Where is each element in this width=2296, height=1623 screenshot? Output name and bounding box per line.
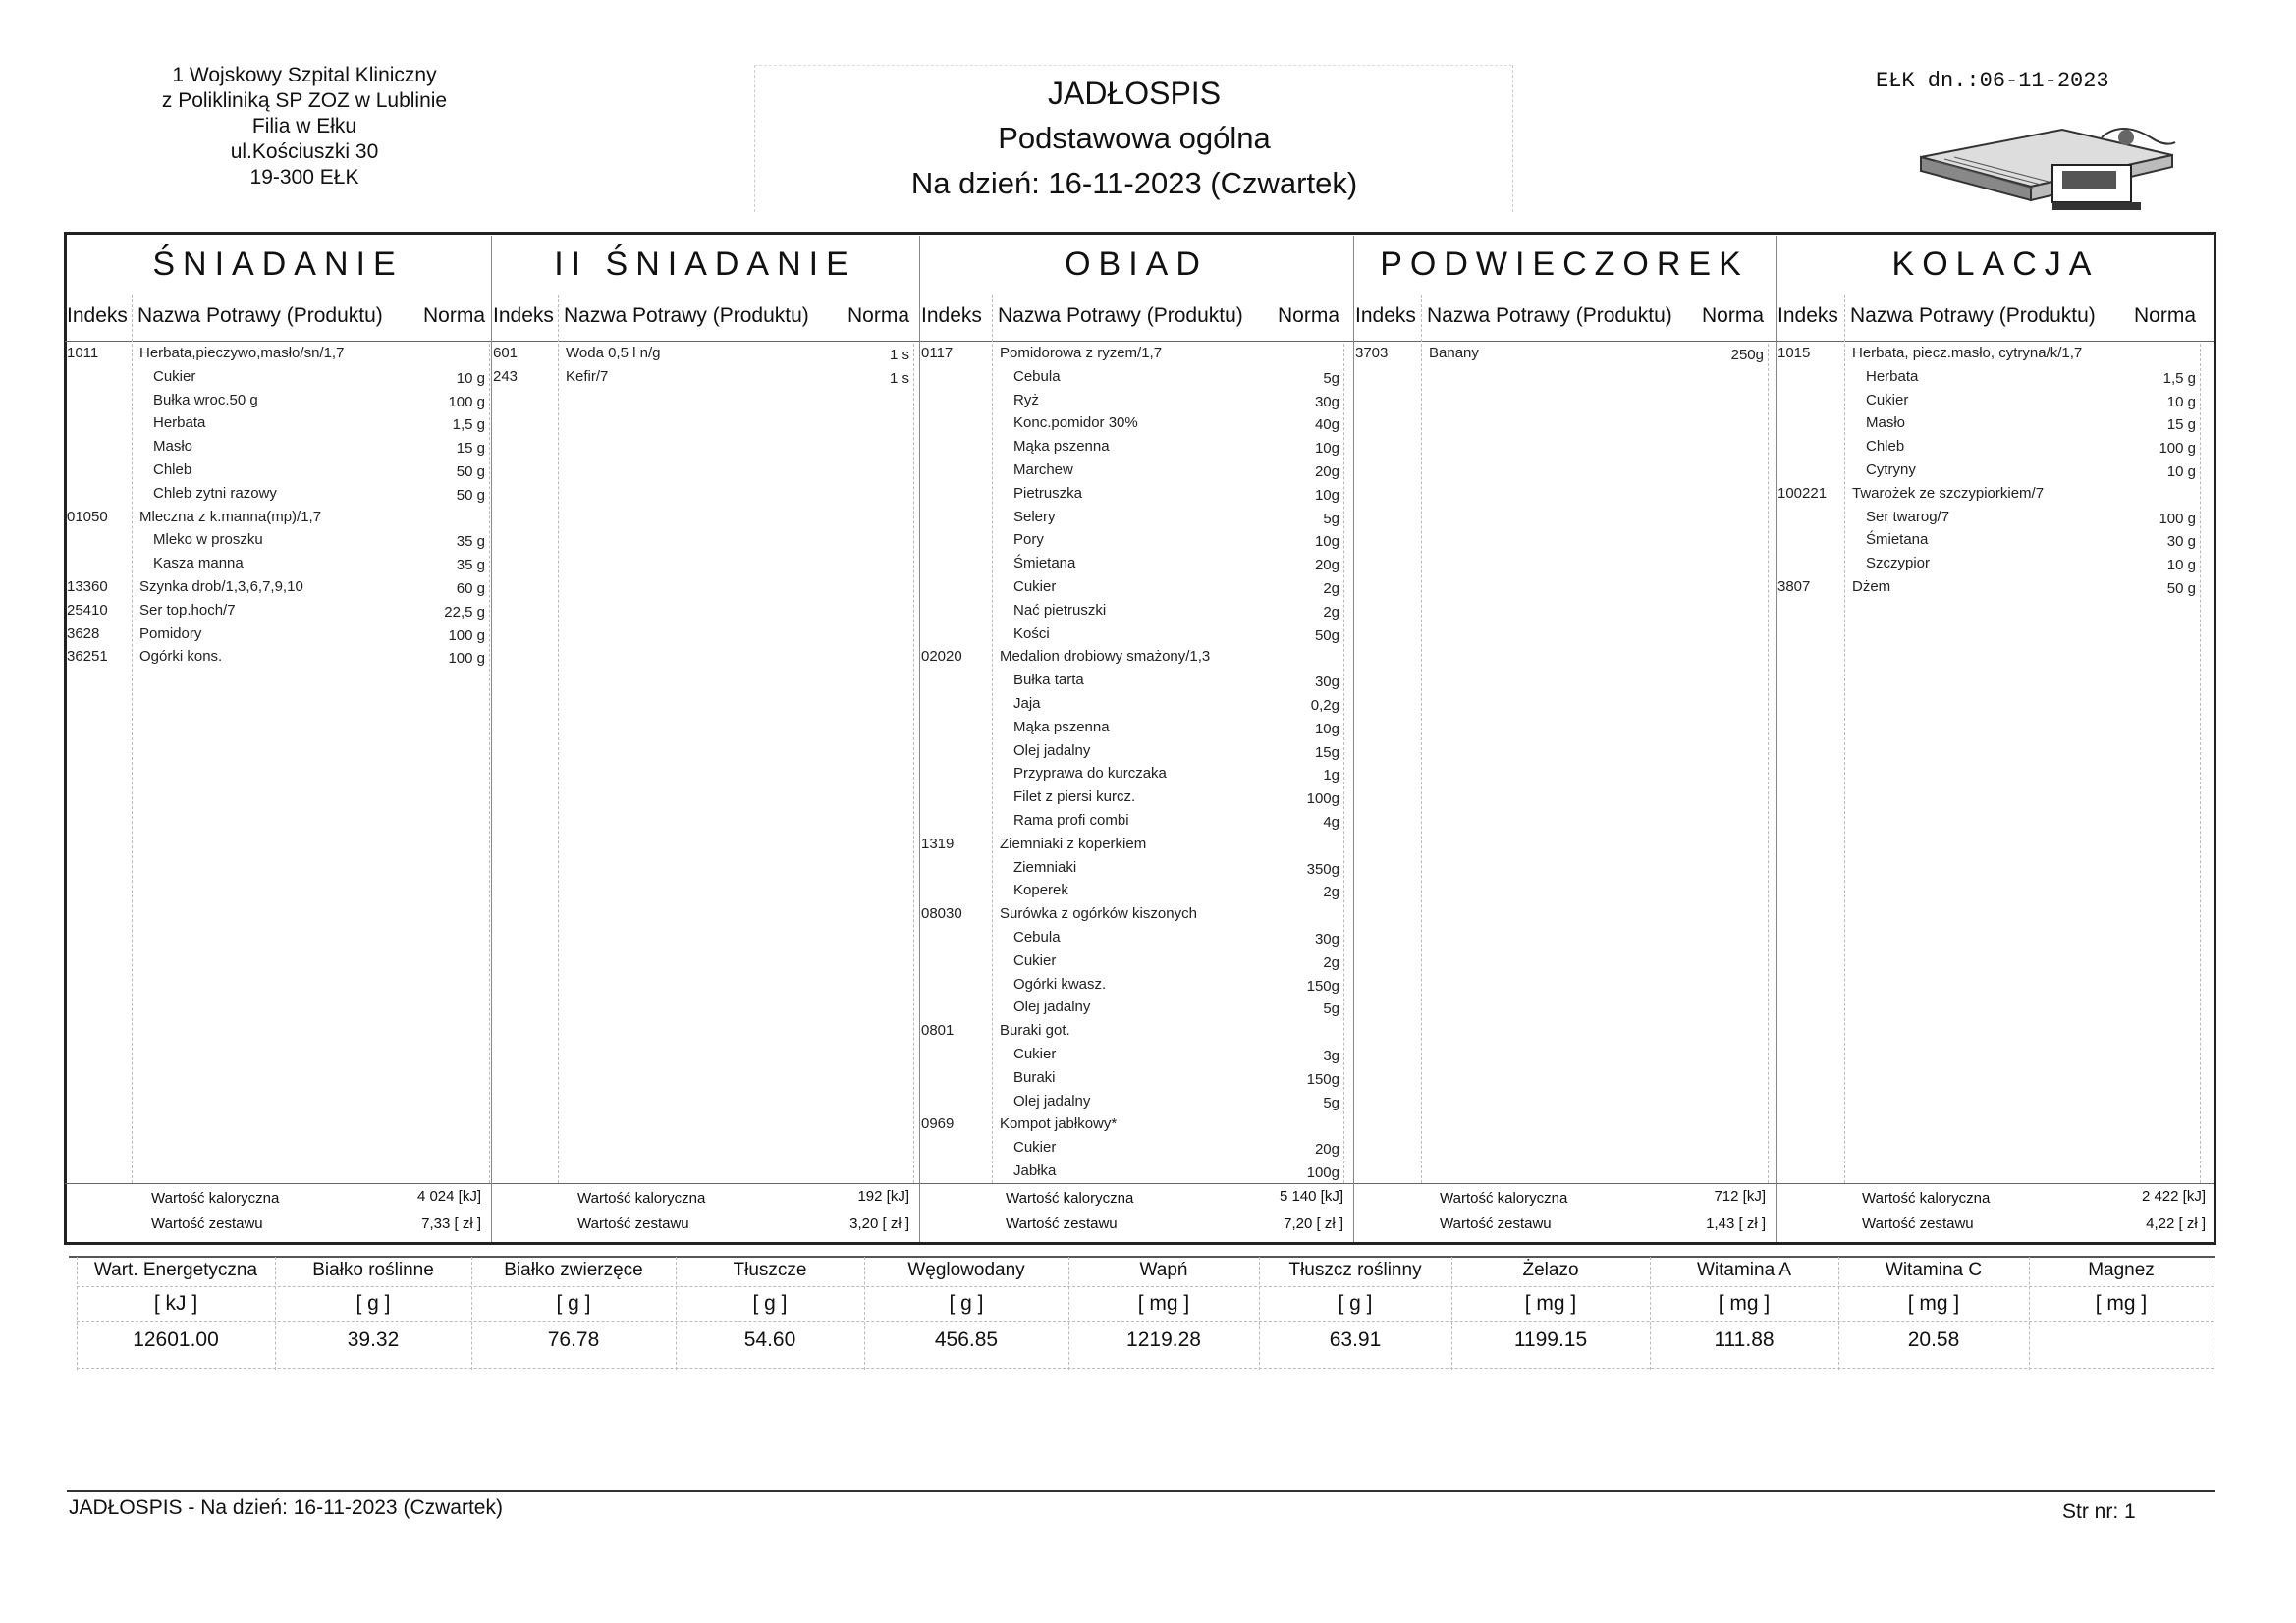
row-norm: 50 g <box>456 486 485 504</box>
column-header-norm: Norma <box>2133 304 2196 327</box>
row-name: Bułka tarta <box>1013 672 1084 689</box>
calorie-label: Wartość kaloryczna <box>1862 1190 1991 1207</box>
row-norm: 4g <box>1323 814 1339 831</box>
meal-title: OBIAD <box>1065 245 1208 283</box>
meal-divider <box>1353 236 1354 1242</box>
cost-value: 1,43 [ zł ] <box>1706 1216 1766 1232</box>
nutrient-value: 39.32 <box>347 1328 400 1351</box>
column-divider <box>489 344 490 1183</box>
row-name: Cukier <box>1013 1139 1057 1157</box>
row-name: Ziemniaki z koperkiem <box>1000 835 1147 852</box>
nutrient-value: 1199.15 <box>1513 1328 1588 1351</box>
row-name: Kasza manna <box>153 555 244 572</box>
nutrient-unit: [ mg ] <box>1718 1292 1771 1315</box>
nutrient-unit: [ g ] <box>556 1292 591 1315</box>
row-norm: 10 g <box>2166 557 2196 574</box>
row-index: 01050 <box>67 508 108 525</box>
row-name: Ziemniaki <box>1013 858 1077 876</box>
row-name: Olej jadalny <box>1013 1092 1091 1109</box>
hospital-line: Filia w Ełku <box>251 115 357 137</box>
row-norm: 10 g <box>2166 463 2196 480</box>
row-norm: 10 g <box>456 369 485 387</box>
column-header-name: Nazwa Potrawy (Produktu) <box>998 304 1243 327</box>
row-index: 0117 <box>921 345 954 361</box>
column-divider <box>2200 344 2201 1183</box>
row-norm: 2g <box>1323 884 1339 901</box>
row-name: Szczypior <box>1866 555 1931 572</box>
column-divider <box>1844 295 1845 1183</box>
row-name: Ser twarog/7 <box>1866 508 1950 525</box>
row-norm: 150g <box>1306 977 1339 995</box>
row-name: Twarożek ze szczypiorkiem/7 <box>1852 484 2045 502</box>
row-name: Herbata <box>1866 367 1919 385</box>
column-header-norm: Norma <box>847 304 909 327</box>
row-norm: 20g <box>1314 557 1339 574</box>
book-computer-icon <box>1915 118 2180 211</box>
nutrient-value: 20.58 <box>1907 1328 1960 1351</box>
row-norm: 20g <box>1314 1141 1339 1159</box>
nutrition-row-separator <box>77 1321 2214 1322</box>
row-name: Ogórki kwasz. <box>1013 975 1107 993</box>
row-index: 13360 <box>67 578 108 595</box>
row-name: Pietruszka <box>1013 484 1083 502</box>
row-index: 0801 <box>921 1022 955 1040</box>
row-name: Nać pietruszki <box>1013 601 1107 619</box>
column-header-name: Nazwa Potrawy (Produktu) <box>1850 304 2096 327</box>
row-norm: 1 s <box>889 347 909 363</box>
row-name: Pomidorowa z ryzem/1,7 <box>1000 345 1163 361</box>
nutrient-name: Tłuszcz roślinny <box>1288 1260 1422 1280</box>
row-norm: 30 g <box>2166 533 2196 551</box>
row-norm: 10g <box>1314 440 1339 458</box>
row-name: Cukier <box>1013 1046 1057 1062</box>
row-norm: 20g <box>1314 463 1339 480</box>
calorie-label: Wartość kaloryczna <box>1006 1190 1134 1207</box>
nutrient-name: Węglowodany <box>907 1260 1025 1280</box>
nutrient-unit: [ g ] <box>752 1292 788 1315</box>
column-divider <box>132 295 133 1183</box>
row-norm: 150g <box>1306 1070 1339 1088</box>
row-norm: 100 g <box>2159 510 2196 527</box>
nutrient-value: 1219.28 <box>1126 1328 1201 1351</box>
nutrition-row-separator <box>77 1286 2214 1287</box>
row-name: Pomidory <box>139 624 202 642</box>
calorie-label: Wartość kaloryczna <box>151 1190 280 1207</box>
row-name: Ryż <box>1013 391 1039 408</box>
page-number: Str nr: 1 <box>2062 1500 2136 1523</box>
column-header-name: Nazwa Potrawy (Produktu) <box>137 304 383 327</box>
row-name: Chleb <box>1866 438 1905 456</box>
row-norm: 30g <box>1314 393 1339 410</box>
row-name: Śmietana <box>1013 555 1076 572</box>
row-name: Cukier <box>153 367 196 385</box>
calorie-label: Wartość kaloryczna <box>577 1190 706 1207</box>
document-title: JADŁOSPIS <box>1047 76 1222 111</box>
column-divider <box>558 295 559 1183</box>
row-norm: 5g <box>1323 1001 1339 1018</box>
nutrient-name: Wart. Energetyczna <box>93 1260 258 1280</box>
row-name: Chleb zytni razowy <box>153 484 277 502</box>
row-norm: 0,2g <box>1310 697 1339 714</box>
cost-value: 7,20 [ zł ] <box>1284 1216 1343 1232</box>
hospital-line: ul.Kościuszki 30 <box>230 140 379 163</box>
row-norm: 1g <box>1323 767 1339 784</box>
nutrition-bottom-border <box>77 1368 2214 1369</box>
row-norm: 60 g <box>456 580 485 597</box>
row-norm: 10g <box>1314 720 1339 737</box>
row-norm: 100g <box>1306 1164 1339 1181</box>
nutrient-unit: [ kJ ] <box>153 1292 198 1315</box>
nutrient-name: Białko roślinne <box>312 1260 434 1280</box>
row-norm: 100 g <box>448 650 485 668</box>
row-name: Marchew <box>1013 461 1073 478</box>
row-norm: 2g <box>1323 603 1339 621</box>
column-header-norm: Norma <box>1277 304 1339 327</box>
nutrient-value: 76.78 <box>547 1328 600 1351</box>
row-norm: 3g <box>1323 1048 1339 1064</box>
row-index: 1011 <box>67 345 99 361</box>
meal-divider <box>919 236 920 1242</box>
issue-date: EŁK dn.:06-11-2023 <box>1876 69 2109 93</box>
row-norm: 10g <box>1314 486 1339 504</box>
nutrition-top-border <box>69 1256 2215 1258</box>
nutrient-value: 111.88 <box>1714 1328 1775 1351</box>
row-name: Herbata, piecz.masło, cytryna/k/1,7 <box>1852 345 2083 361</box>
row-norm: 100 g <box>448 393 485 410</box>
row-norm: 1 s <box>889 369 909 387</box>
row-norm: 22,5 g <box>444 603 485 621</box>
cost-label: Wartość zestawu <box>151 1216 263 1232</box>
meal-title: ŚNIADANIE <box>152 245 404 283</box>
nutrient-name: Wapń <box>1139 1260 1188 1280</box>
column-divider <box>1421 295 1422 1183</box>
row-norm: 5g <box>1323 1094 1339 1111</box>
row-index: 243 <box>493 367 519 385</box>
row-name: Jaja <box>1013 695 1041 712</box>
row-name: Dżem <box>1852 578 1891 595</box>
row-name: Pory <box>1013 531 1044 549</box>
menu-date: Na dzień: 16-11-2023 (Czwartek) <box>910 166 1358 200</box>
header-divider <box>1512 65 1514 212</box>
row-name: Chleb <box>153 461 192 478</box>
row-index: 08030 <box>921 905 962 923</box>
row-norm: 30g <box>1314 674 1339 691</box>
cost-value: 3,20 [ zł ] <box>849 1216 909 1232</box>
nutrient-name: Białko zwierzęce <box>504 1260 643 1280</box>
row-name: Kompot jabłkowy* <box>1000 1115 1118 1133</box>
row-norm: 10g <box>1314 533 1339 551</box>
row-name: Konc.pomidor 30% <box>1013 414 1138 432</box>
nutrient-unit: [ g ] <box>355 1292 391 1315</box>
column-divider <box>1768 344 1769 1183</box>
row-name: Szynka drob/1,3,6,7,9,10 <box>139 578 303 595</box>
footer-title: JADŁOSPIS - Na dzień: 16-11-2023 (Czwartek) <box>69 1496 503 1519</box>
row-norm: 15g <box>1314 743 1339 761</box>
meal-divider <box>491 236 492 1242</box>
summary-separator <box>65 1183 2214 1184</box>
calorie-value: 4 024 [kJ] <box>416 1188 481 1205</box>
footer-divider <box>67 1490 2215 1492</box>
row-name: Masło <box>153 438 193 456</box>
row-index: 3628 <box>67 624 100 642</box>
calorie-value: 5 140 [kJ] <box>1279 1188 1343 1205</box>
cost-label: Wartość zestawu <box>1440 1216 1552 1232</box>
row-index: 36251 <box>67 648 108 666</box>
nutrient-value: 12601.00 <box>133 1328 219 1351</box>
row-norm: 15 g <box>2166 416 2196 434</box>
row-index: 3703 <box>1355 345 1389 361</box>
column-divider <box>913 344 914 1183</box>
row-name: Rama profi combi <box>1013 812 1129 829</box>
row-name: Cukier <box>1866 391 1909 408</box>
row-name: Koperek <box>1013 882 1068 899</box>
row-name: Kefir/7 <box>566 367 609 385</box>
row-name: Kości <box>1013 624 1050 642</box>
nutrient-value: 63.91 <box>1329 1328 1382 1351</box>
row-norm: 100 g <box>2159 440 2196 458</box>
row-index: 3807 <box>1777 578 1811 595</box>
header-divider <box>754 65 1512 67</box>
row-name: Ser top.hoch/7 <box>139 601 236 619</box>
row-name: Mleczna z k.manna(mp)/1,7 <box>139 508 322 525</box>
row-index: 1015 <box>1777 345 1811 361</box>
nutrient-unit: [ mg ] <box>1137 1292 1190 1315</box>
row-name: Selery <box>1013 508 1056 525</box>
cost-value: 4,22 [ zł ] <box>2146 1216 2206 1232</box>
row-norm: 100 g <box>448 626 485 644</box>
nutrient-unit: [ g ] <box>949 1292 984 1315</box>
row-norm: 5g <box>1323 510 1339 527</box>
row-index: 1319 <box>921 835 955 852</box>
meal-title: KOLACJA <box>1891 245 2100 283</box>
row-norm: 35 g <box>456 557 485 574</box>
row-name: Śmietana <box>1866 531 1929 549</box>
column-header-index: Indeks <box>1355 304 1416 327</box>
column-header-index: Indeks <box>67 304 128 327</box>
row-norm: 5g <box>1323 369 1339 387</box>
row-name: Medalion drobiowy smażony/1,3 <box>1000 648 1211 666</box>
hospital-address <box>98 63 511 190</box>
nutrient-value: 54.60 <box>743 1328 796 1351</box>
cost-label: Wartość zestawu <box>1006 1216 1118 1232</box>
meal-title: II ŚNIADANIE <box>554 245 856 283</box>
nutrient-unit: [ mg ] <box>1907 1292 1960 1315</box>
row-name: Herbata <box>153 414 206 432</box>
row-name: Mleko w proszku <box>153 531 263 549</box>
nutrient-name: Żelazo <box>1522 1260 1579 1280</box>
row-norm: 350g <box>1306 860 1339 878</box>
nutrient-name: Witamina C <box>1885 1260 1983 1280</box>
column-header-index: Indeks <box>1777 304 1838 327</box>
column-header-index: Indeks <box>493 304 554 327</box>
nutrient-name: Tłuszcze <box>733 1260 807 1280</box>
row-norm: 1,5 g <box>452 416 485 434</box>
nutrient-name: Magnez <box>2088 1260 2155 1280</box>
row-name: Cebula <box>1013 929 1061 946</box>
column-header-name: Nazwa Potrawy (Produktu) <box>1427 304 1672 327</box>
row-norm: 50g <box>1314 626 1339 644</box>
column-divider <box>992 295 993 1183</box>
row-name: Herbata,pieczywo,masło/sn/1,7 <box>139 345 345 361</box>
row-norm: 50 g <box>2166 580 2196 597</box>
row-name: Buraki <box>1013 1068 1056 1086</box>
column-header-norm: Norma <box>422 304 485 327</box>
row-name: Woda 0,5 l n/g <box>566 345 661 361</box>
row-index: 0969 <box>921 1115 955 1133</box>
row-name: Bułka wroc.50 g <box>153 391 258 408</box>
row-norm: 15 g <box>456 440 485 458</box>
row-norm: 30g <box>1314 931 1339 947</box>
column-header-norm: Norma <box>1701 304 1764 327</box>
row-name: Jabłka <box>1013 1163 1057 1179</box>
row-index: 25410 <box>67 601 108 619</box>
row-name: Banany <box>1429 345 1479 361</box>
row-name: Cytryny <box>1866 461 1916 478</box>
calorie-value: 192 [kJ] <box>857 1188 909 1205</box>
calorie-value: 2 422 [kJ] <box>2141 1188 2206 1205</box>
calorie-label: Wartość kaloryczna <box>1440 1190 1568 1207</box>
cost-label: Wartość zestawu <box>577 1216 689 1232</box>
row-name: Masło <box>1866 414 1906 432</box>
cost-value: 7,33 [ zł ] <box>421 1216 481 1232</box>
cost-label: Wartość zestawu <box>1862 1216 1974 1232</box>
meal-divider <box>1776 236 1777 1242</box>
row-norm: 250g <box>1730 347 1764 363</box>
hospital-line: 19-300 EŁK <box>249 166 359 189</box>
row-index: 601 <box>493 345 519 361</box>
row-name: Przyprawa do kurczaka <box>1013 765 1167 783</box>
column-divider <box>1343 344 1344 1183</box>
meal-title: PODWIECZOREK <box>1380 245 1749 283</box>
row-norm: 50 g <box>456 463 485 480</box>
header-separator <box>65 341 2214 342</box>
row-norm: 10 g <box>2166 393 2196 410</box>
hospital-line: z Polikliniką SP ZOZ w Lublinie <box>161 89 448 112</box>
row-name: Surówka z ogórków kiszonych <box>1000 905 1197 923</box>
row-name: Buraki got. <box>1000 1022 1070 1040</box>
row-norm: 2g <box>1323 580 1339 597</box>
document-header <box>756 71 1512 206</box>
column-header-index: Indeks <box>921 304 982 327</box>
column-header-name: Nazwa Potrawy (Produktu) <box>564 304 809 327</box>
row-norm: 100g <box>1306 790 1339 808</box>
nutrient-unit: [ mg ] <box>2095 1292 2148 1315</box>
row-name: Filet z piersi kurcz. <box>1013 788 1136 806</box>
calorie-value: 712 [kJ] <box>1714 1188 1766 1205</box>
row-name: Olej jadalny <box>1013 999 1091 1016</box>
row-index: 100221 <box>1777 484 1828 502</box>
nutrient-value: 456.85 <box>934 1328 999 1351</box>
row-norm: 35 g <box>456 533 485 551</box>
nutrient-unit: [ mg ] <box>1524 1292 1577 1315</box>
row-name: Cebula <box>1013 367 1061 385</box>
nutrient-unit: [ g ] <box>1338 1292 1373 1315</box>
row-name: Mąka pszenna <box>1013 718 1110 735</box>
row-name: Ogórki kons. <box>139 648 223 666</box>
row-name: Olej jadalny <box>1013 741 1091 759</box>
hospital-line: 1 Wojskowy Szpital Kliniczny <box>172 64 437 86</box>
row-norm: 40g <box>1314 416 1339 434</box>
row-name: Mąka pszenna <box>1013 438 1110 456</box>
row-name: Cukier <box>1013 578 1057 595</box>
diet-name: Podstawowa ogólna <box>998 121 1271 155</box>
nutrient-name: Witamina A <box>1696 1260 1792 1280</box>
row-norm: 1,5 g <box>2162 369 2196 387</box>
row-index: 02020 <box>921 648 962 666</box>
row-norm: 2g <box>1323 953 1339 971</box>
row-name: Cukier <box>1013 951 1057 969</box>
